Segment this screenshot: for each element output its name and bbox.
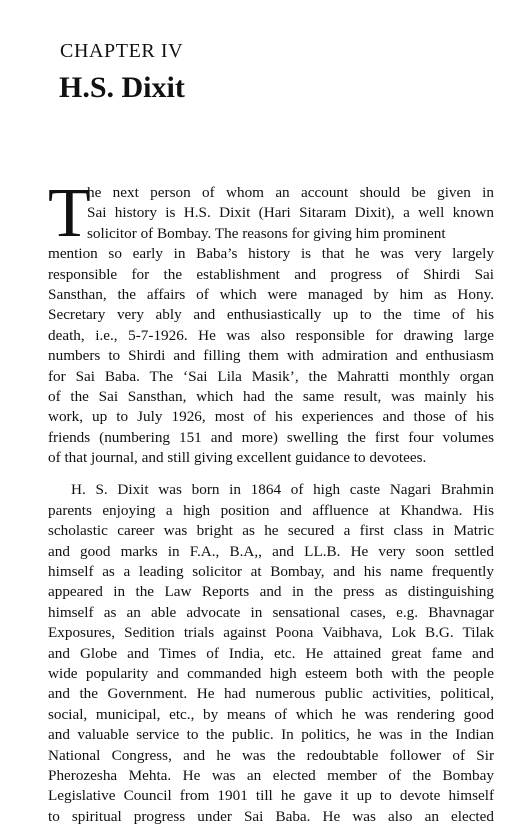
- paragraph-line: H. S. Dixit was born in 1864 of high caste Nagari Brahmin: [71, 481, 494, 499]
- paragraph-line: of that journal, and still giving excellent guidance to devotees.: [48, 449, 427, 467]
- paragraph-line: Sansthan, the affairs of which were managed by him as Hony.: [48, 285, 494, 303]
- paragraph-line: appeared in the Law Reports and in the press as distinguishing: [48, 583, 494, 601]
- paragraph-line: to spiritual progress under Sai Baba. He was also an elected: [48, 807, 494, 825]
- paragraph-line: Exposures, Sedition trials against Poona Vaibhava, Lok B.G. Tilak: [48, 624, 494, 642]
- paragraph-line: death, i.e., 5-7-1926. He was also responsible for drawing large: [48, 326, 494, 344]
- paragraph-line: solicitor of Bombay. The reasons for giving him prominent: [87, 224, 446, 242]
- paragraph-line: himself as a leading solicitor at Bombay, and his name frequently: [48, 563, 494, 581]
- chapter-label: CHAPTER IV: [60, 40, 184, 62]
- paragraph-line: and valuable service to the public. In politics, he was in the Indian: [48, 726, 494, 744]
- body-text: [48, 175, 494, 827]
- paragraph-line: Secretary very ably and enthusiastically up to the time of his: [48, 306, 494, 324]
- paragraph-line: and the Government. He had numerous public activities, political,: [48, 685, 494, 703]
- paragraph-line: and Globe and Times of India, etc. He attained great fame and: [48, 644, 494, 662]
- paragraph-line: he next person of whom an account should be given in: [87, 184, 494, 201]
- paragraph-line: Legislative Council from 1901 till he gave it up to devote himself: [48, 787, 494, 805]
- paragraph-line: of the Sai Sansthan, which had the same result, was mainly his: [48, 387, 494, 405]
- paragraph-line: responsible for the establishment and progress of Shirdi Sai: [48, 265, 494, 283]
- paragraph-line: work, up to July 1926, most of his experiences and those of his: [48, 408, 494, 426]
- chapter-title: H.S. Dixit: [59, 71, 185, 104]
- paragraph-line: National Congress, and he was the redoubtable follower of Sir: [48, 746, 494, 764]
- drop-cap: T: [48, 175, 91, 252]
- paragraph-line: Pherozesha Mehta. He was an elected member of the Bombay: [48, 766, 494, 784]
- paragraph-1: [48, 175, 494, 468]
- paragraph-line: himself as an able advocate in sensational cases, e.g. Bhavnagar: [48, 603, 494, 621]
- paragraph-line: wide popularity and commanded high esteem both with the people: [48, 664, 494, 682]
- paragraph-line: numbers to Shirdi and filling them with admiration and enthusiasm: [48, 347, 494, 365]
- paragraph-line: Sai history is H.S. Dixit (Hari Sitaram Dixit), a well known: [87, 204, 494, 222]
- paragraph-line: friends (numbering 151 and more) swelling the first four volumes: [48, 428, 494, 446]
- paragraph-line: social, municipal, etc., by means of which he was rendering good: [48, 705, 494, 723]
- paragraph-gap: [48, 468, 494, 480]
- paragraph-line: scholastic career was bright as he secured a first class in Matric: [48, 522, 494, 540]
- paragraph-line: mention so early in Baba’s history is that he was very largely: [48, 245, 494, 263]
- paragraph-line: and good marks in F.A., B.A,, and LL.B. He very soon settled: [48, 542, 494, 560]
- paragraph-line: for Sai Baba. The ‘Sai Lila Masik’, the Mahratti monthly organ: [48, 367, 494, 385]
- paragraph-2: [48, 480, 494, 827]
- paragraph-line: parents enjoying a high position and affluence at Khandwa. His: [48, 501, 494, 519]
